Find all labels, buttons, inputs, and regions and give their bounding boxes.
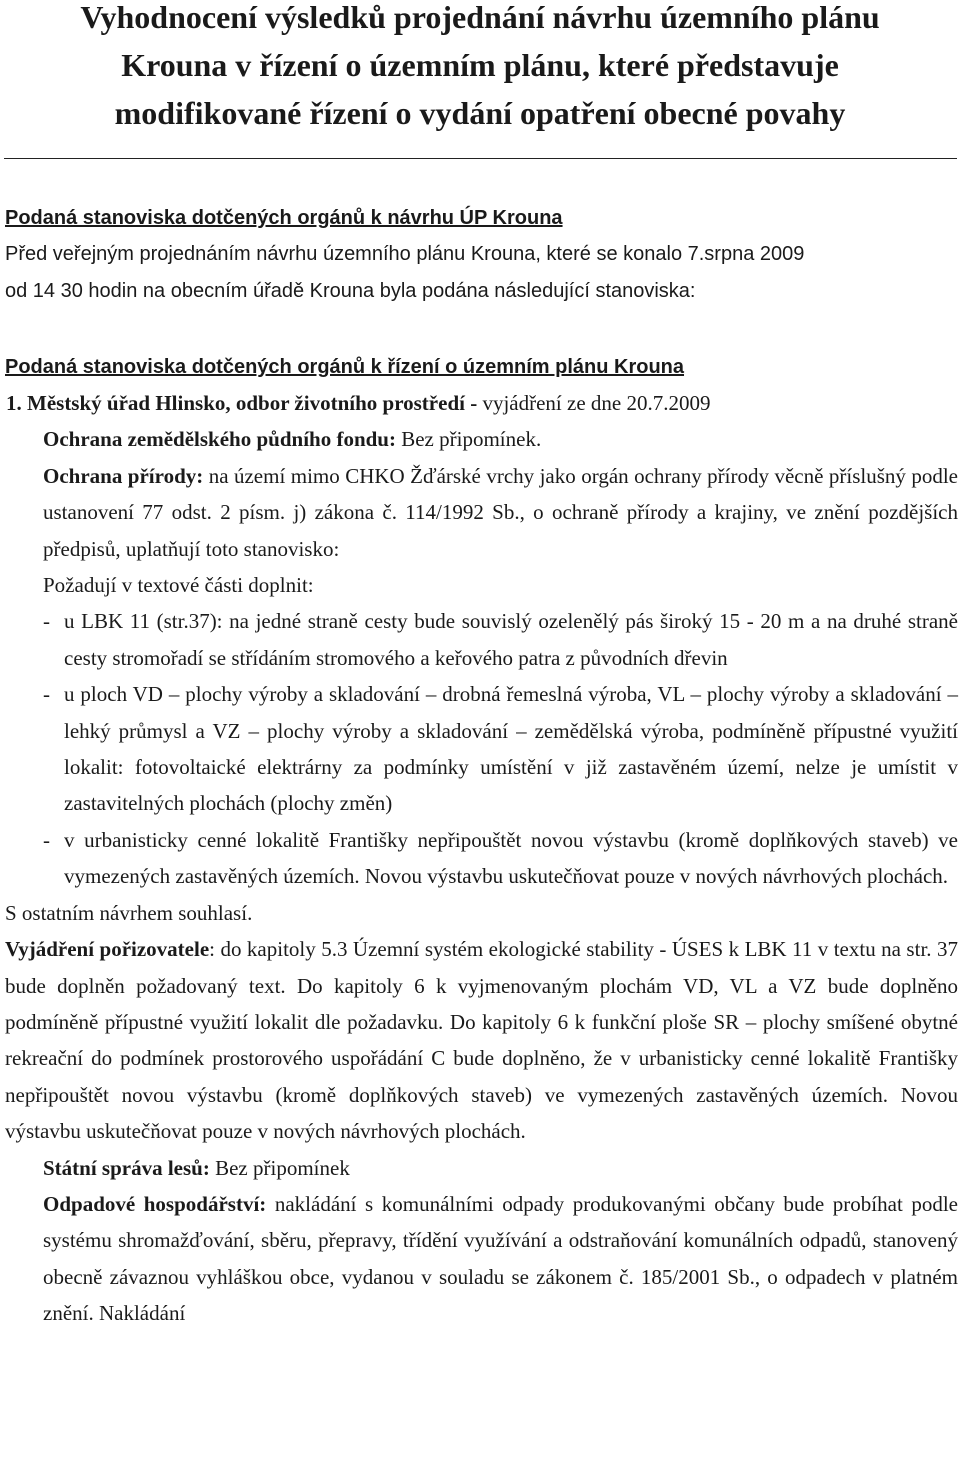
item-header-date: vyjádření ze dne 20.7.2009	[477, 391, 711, 415]
item-header-bold: 1. Městský úřad Hlinsko, odbor životního prostředí -	[6, 391, 478, 415]
ochrana-prirody-paragraph	[6, 458, 958, 567]
requirement-intro: Požadují v textové části doplnit:	[43, 573, 314, 598]
item-header	[6, 385, 958, 421]
poirizovatel-label: Vyjádření pořizovatele	[5, 937, 210, 962]
odpady-label: Odpadové hospodářství:	[43, 1191, 267, 1216]
requirement-item	[6, 603, 958, 676]
ssl-label: Státní správa lesů:	[43, 1155, 210, 1180]
zpf-value: Bez připomínek.	[395, 427, 542, 452]
zpf-label: Ochrana zemědělského půdního fondu:	[43, 427, 396, 452]
ssl-value: Bez připomínek	[209, 1155, 350, 1180]
title-line-1: Vyhodnocení výsledků projednání návrhu územního plánu	[80, 0, 880, 35]
odpady-paragraph	[6, 1186, 958, 1332]
poirizovatel-text: : do kapitoly 5.3 Územní systém ekologické stability - ÚSES k LBK 11 v textu na str. 37 bude doplněn požadovaný text. Do kapitoly 6 k vyjmenovaným plochám VD, VL a VZ bude doplněno podmíněně přípustné využití lokalit dle požadavku. Do kapitoly 6 k funkční ploše SR – plochy smíšené obytné rekreační do podmínek prostorového uspořádání C bude doplněno, že v urbanisticky cenné lokalitě Františky nepřipouštět novou výstavbu (kromě doplňkových staveb) ve vymezených zastavěných územích. Novou výstavbu uskutečňovat pouze v nových návrhových plochách.	[5, 937, 958, 1144]
document-title	[0, 0, 960, 137]
section-intro-line-2: od 14 30 hodin na obecním úřadě Krouna byla podána následující stanoviska:	[5, 279, 696, 302]
list-dash: -	[43, 827, 50, 852]
ochrana-prirody-text: na území mimo CHKO Žďárské vrchy jako orgán ochrany přírody věcně příslušný podle ustanovení 77 odst. 2 písm. j) zákona č. 114/1992 Sb., o ochraně přírody a krajiny, ve znění pozdějších předpisů, uplatňují toto stanovisko:	[43, 463, 958, 561]
ochrana-prirody-label: Ochrana přírody:	[43, 463, 204, 488]
requirement-item	[6, 822, 958, 895]
title-line-2: Krouna v řízení o územním plánu, které představuje	[121, 47, 839, 83]
section-heading-navrh: Podaná stanoviska dotčených orgánů k návrhu ÚP Krouna	[5, 207, 563, 229]
odpady-text: nakládání s komunálními odpady produkovanými občany bude probíhat podle systému shromažďování, sběru, přepravy, třídění využívání a odstraňování komunálních odpadů, stanovený obecně závaznou vyhláškou obce, vydanou v souladu se zákonem č. 185/2001 Sb., o odpadech v platném znění. Nakládání	[43, 1191, 959, 1326]
section-dotcene-organy	[5, 200, 957, 309]
title-line-3: modifikované řízení o vydání opatření obecné povahy	[114, 95, 846, 131]
section-rizeni	[5, 349, 957, 385]
agreement-statement: S ostatním návrhem souhlasí.	[5, 900, 253, 925]
list-dash: -	[43, 609, 50, 634]
requirement-item	[6, 676, 958, 822]
list-dash: -	[43, 682, 50, 707]
section-intro-line-1: Před veřejným projednáním návrhu územního plánu Krouna, které se konalo 7.srpna 2009	[5, 243, 805, 266]
zpf-paragraph	[6, 421, 958, 457]
ssl-paragraph	[6, 1150, 958, 1186]
item-mu-hlinsko	[6, 385, 958, 1332]
poirizovatel-paragraph	[5, 931, 958, 1149]
title-divider	[4, 158, 957, 159]
requirement-text: u ploch VD – plochy výroby a skladování – drobná řemeslná výroba, VL – plochy výroby a skladování – lehký průmysl a VZ – plochy výroby a skladování – zemědělská výroba, podmíněně přípustné využití lokalit: fotovoltaické elektrárny za podmínky umístění v již zastavěném území, nelze je umístit v zastavitelných plochách (plochy změn)	[64, 682, 958, 816]
section-heading-rizeni: Podaná stanoviska dotčených orgánů k řízení o územním plánu Krouna	[5, 356, 685, 378]
requirement-text: u LBK 11 (str.37): na jedné straně cesty bude souvislý ozelenělý pás široký 15 - 20 m a na druhé straně cesty stromořadí se střídáním stromového a keřového patra z původních dřevin	[64, 609, 958, 670]
requirement-text: v urbanisticky cenné lokalitě Františky nepřipouštět novou výstavbu (kromě doplňkových staveb) ve vymezených zastavěných územích. Novou výstavbu uskutečňovat pouze v nových návrhových plochách.	[64, 827, 958, 889]
